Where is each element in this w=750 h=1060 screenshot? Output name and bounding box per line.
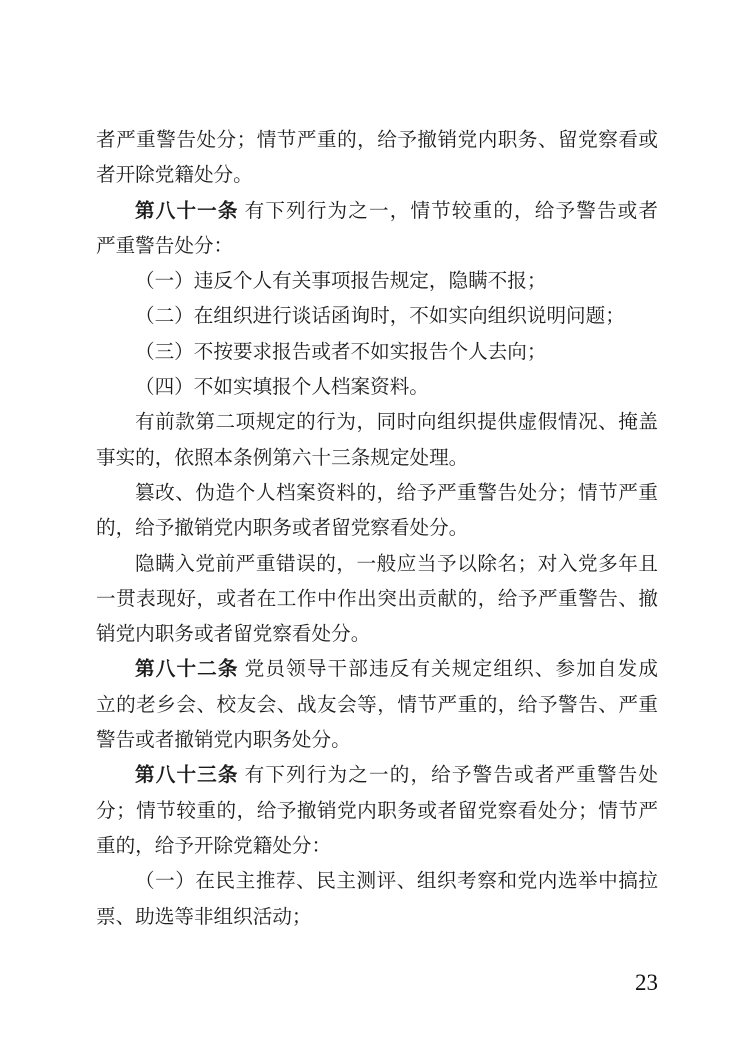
text-line: 者开除党籍处分。 [96,165,253,187]
text-line: 第八十二条 党员领导干部违反有关规定组织、参加自发成 [135,659,658,681]
text-line: （三）不按要求报告或者不如实报告个人去向； [135,341,547,363]
text-line: 一贯表现好，或者在工作中作出突出贡献的，给予严重警告、撤 [96,588,658,610]
article-number: 第八十三条 [135,765,239,787]
text-line: 篡改、伪造个人档案资料的，给予严重警告处分；情节严重 [135,482,658,504]
text-line: 者严重警告处分；情节严重的，给予撤销党内职务、留党察看或 [96,130,658,151]
article-number: 第八十二条 [135,659,239,681]
text-line: （一）在民主推荐、民主测评、组织考察和党内选举中搞拉 [135,871,658,893]
page-number: 23 [635,970,658,995]
text-line: 销党内职务或者留党察看处分。 [96,624,371,646]
text-line: 立的老乡会、校友会、战友会等，情节严重的，给予警告、严重 [96,694,658,716]
text-line: （二）在组织进行谈话函询时，不如实向组织说明问题； [135,306,625,328]
article-number: 第八十一条 [135,200,239,222]
text-line: 重的，给予开除党籍处分： [96,835,332,857]
text-block [96,123,658,935]
text-line: 的，给予撤销党内职务或者留党察看处分。 [96,518,469,540]
text-line: （一）违反个人有关事项报告规定，隐瞒不报； [135,271,547,293]
text-line: 严重警告处分： [96,235,234,257]
text-line: 事实的，依照本条例第六十三条规定处理。 [96,447,469,469]
text-line: 分；情节较重的，给予撤销党内职务或者留党察看处分；情节严 [96,800,658,822]
text-line: 第八十一条 有下列行为之一，情节较重的，给予警告或者 [135,200,658,222]
text-line: 第八十三条 有下列行为之一的，给予警告或者严重警告处 [135,765,658,787]
text-line: 警告或者撤销党内职务处分。 [96,730,351,752]
text-line: 隐瞒入党前严重错误的，一般应当予以除名；对入党多年且 [135,553,658,575]
text-line: （四）不如实填报个人档案资料。 [135,377,429,399]
text-line: 票、助选等非组织活动； [96,906,312,928]
text-line: 有前款第二项规定的行为，同时向组织提供虚假情况、掩盖 [135,412,658,434]
